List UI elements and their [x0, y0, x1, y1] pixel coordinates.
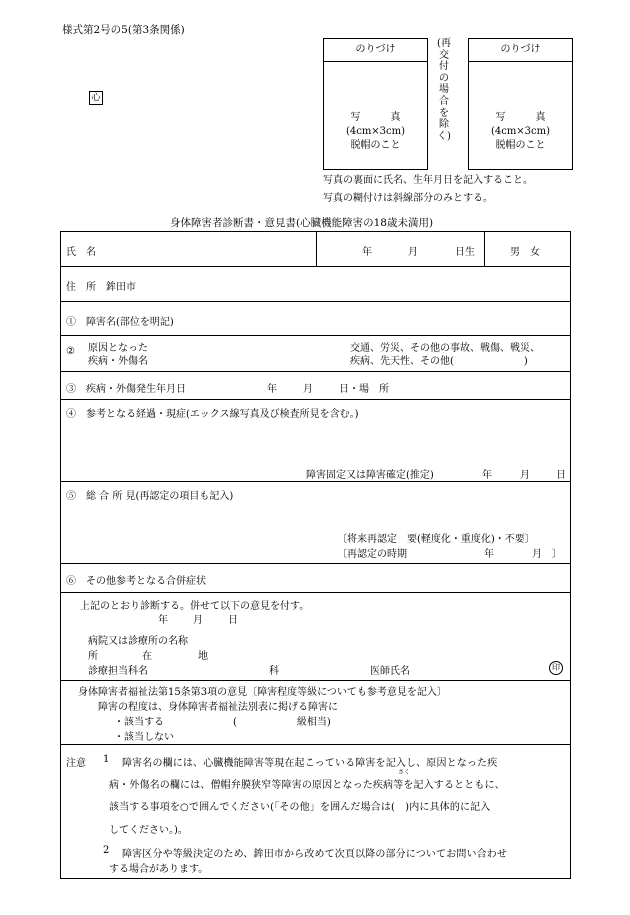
diagnosis-day: 日 — [228, 615, 238, 626]
item5-future: 〔将来再認定 要(軽度化・重度化)・不要〕 — [337, 534, 535, 545]
item3-place: 日・場 所 — [339, 384, 389, 395]
dob-day: 日生 — [455, 247, 475, 258]
paste-area-left: のりづけ — [324, 39, 427, 62]
hospital-address-label-3: 地 — [198, 651, 208, 662]
item2-option-2: 疾病、先天性、その他( ) — [350, 356, 528, 367]
item5-month: 月 〕 — [532, 549, 562, 560]
notes-heading: 注意 — [66, 758, 86, 769]
diagnosis-year: 年 — [158, 615, 168, 626]
dob-year: 年 — [362, 247, 372, 258]
address-label: 住 所 鉾田市 — [66, 282, 136, 293]
department-ka: 科 — [269, 666, 279, 677]
item2-label-2: 疾病・外傷名 — [88, 356, 148, 367]
item4-label: ④ 参考となる経過・現症(エックス線写真及び検査所見を含む。) — [66, 409, 359, 420]
photo-box-right — [468, 38, 573, 170]
photo-size-right: (4cm×3cm) — [490, 126, 551, 137]
note-1-line-2: 病・外傷名の欄には、僧帽弁膜狭窄等障害の原因となった疾病等を記入するとともに、 — [109, 780, 505, 791]
photo-label-right: 写 真 — [495, 112, 546, 123]
hospital-name-label: 病院又は診療所の名称 — [88, 636, 188, 647]
item2-number: ② — [66, 346, 75, 357]
item5-timing: 〔再認定の時期 — [337, 549, 407, 560]
item4-day: 日 — [556, 470, 566, 481]
note-1-line-1: 障害名の欄には、心臓機能障害等現在起こっている障害を記入し、原因となった疾 — [122, 758, 498, 769]
photo-cap-right: 脱帽のこと — [495, 140, 546, 151]
hospital-address-label-1: 所 — [88, 651, 98, 662]
dob-month: 月 — [408, 247, 418, 258]
diagnosis-month: 月 — [193, 615, 203, 626]
diagnosis-statement: 上記のとおり診断する。併せて以下の意見を付す。 — [80, 601, 310, 612]
opinion-grade: ( 級相当) — [233, 717, 331, 728]
note-1-ruby: さく — [398, 769, 411, 776]
photo-size-left: (4cm×3cm) — [345, 126, 406, 137]
opinion-heading: 身体障害者福祉法第15条第3項の意見〔障害程度等級についても参考意見を記入〕 — [78, 687, 447, 698]
item5-label: ⑤ 総 合 所 見(再認定の項目も記入) — [66, 491, 234, 502]
photo-label-left: 写 真 — [350, 112, 401, 123]
item2-option-1: 交通、労災、その他の事故、戦傷、戦災、 — [350, 343, 540, 354]
doctor-name-label: 医師氏名 — [370, 666, 410, 677]
seal-icon: 印 — [549, 661, 563, 675]
note-1-line-3: 該当する事項を○で囲んでください(「その他」を囲んだ場合は( )内に具体的に記入 — [109, 802, 491, 813]
department-label: 診療担当科名 — [88, 666, 148, 677]
item1-label: ① 障害名(部位を明記) — [66, 317, 174, 328]
item3-label: ③ 疾病・外傷発生年月日 — [66, 384, 186, 395]
opinion-text: 障害の程度は、身体障害者福祉法別表に掲げる障害に — [98, 702, 338, 713]
item5-year: 年 — [484, 549, 494, 560]
item4-month: 月 — [520, 470, 530, 481]
note-1-number: 1 — [103, 754, 110, 765]
opinion-not-applicable: ・該当しない — [114, 732, 174, 743]
photo-box-left — [323, 38, 428, 170]
paste-area-right: のりづけ — [469, 39, 572, 62]
reissue-note: (再交付の場合を除く) — [437, 38, 451, 142]
note-2-line-1: 障害区分や等級決定のため、鉾田市から改めて次頁以降の部分についてお問い合わせ — [122, 849, 508, 860]
item4-fixed-date: 障害固定又は障害確定(推定) — [306, 470, 434, 481]
opinion-applicable: ・該当する — [114, 717, 164, 728]
item4-year: 年 — [482, 470, 492, 481]
form-title: 身体障害者診断書・意見書(心臓機能障害の18歳未満用) — [170, 217, 434, 229]
sex-option: 男 女 — [510, 247, 540, 258]
photo-note-2: 写真の糊付けは斜線部分のみとする。 — [323, 193, 493, 204]
photo-note-1: 写真の裏面に氏名、生年月日を記入すること。 — [323, 175, 533, 186]
note-2-number: 2 — [103, 845, 110, 856]
item3-month: 月 — [303, 384, 313, 395]
form-number: 様式第2号の5(第3条関係) — [62, 24, 185, 36]
item2-label-1: 原因となった — [88, 343, 148, 354]
heart-mark-icon: 心 — [89, 91, 103, 105]
item3-year: 年 — [267, 384, 277, 395]
name-label: 氏 名 — [66, 247, 96, 258]
photo-cap-left: 脱帽のこと — [350, 140, 401, 151]
hospital-address-label-2: 在 — [142, 651, 152, 662]
note-2-line-2: する場合があります。 — [109, 864, 209, 875]
item6-label: ⑥ その他参考となる合併症状 — [66, 576, 206, 587]
note-1-line-4: してください。)。 — [109, 825, 188, 836]
